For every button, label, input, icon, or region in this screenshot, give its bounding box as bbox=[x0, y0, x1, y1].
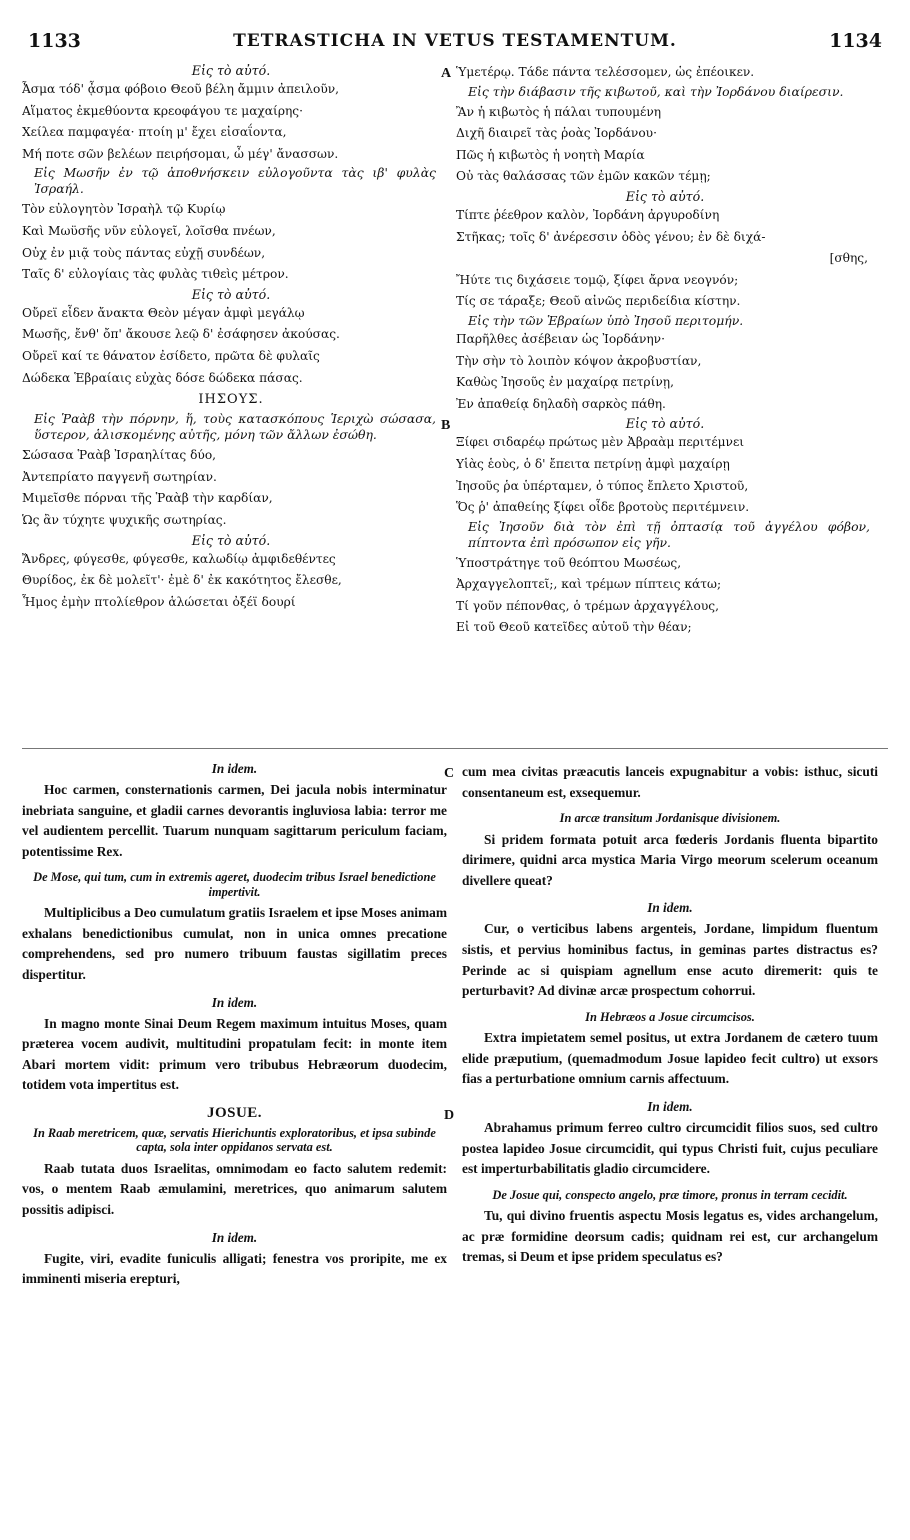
verse-line: Ἂν ἡ κιβωτὸς ἡ πάλαι τυπουμένη bbox=[456, 104, 662, 119]
verse-line: Ὡς ἂν τύχητε ψυχικῆς σωτηρίας. bbox=[22, 512, 227, 527]
verse-line: Εἰ τοῦ Θεοῦ κατεῖδες αὐτοῦ τὴν θέαν; bbox=[456, 620, 692, 635]
section-rubric: Εἰς Μωσῆν ἐν τῷ ἀποθνήσκειν εὐλογοῦντα τὰς ιβ' φυλὰς Ἰσραήλ. bbox=[34, 165, 436, 197]
verse-line: Ἰησοῦς ῥα ὑπέρταμεν, ὁ τύπος ἔπλετο Χριστοῦ, bbox=[456, 478, 749, 493]
verse-line: Αἵματος ἐκμεθύοντα κρεοφάγου τε μαχαίρης· bbox=[22, 103, 303, 118]
latin-paragraph: In magno monte Sinai Deum Regem maximum intuitus Moses, quam præterea vocem audivit, multitudini propatulam fecit: in monte item Abari mortem vidit: primum vero tribubus Hebræorum duodecim, totidem vota impertitus est. bbox=[22, 1015, 447, 1093]
verse-block bbox=[22, 549, 440, 614]
section-heading: In idem. bbox=[211, 1229, 258, 1245]
verse-line: Ἐν ἀπαθείᾳ δηλαδὴ σαρκὸς πάθη. bbox=[456, 396, 666, 411]
verse-line: Παρῆλθες ἀσέβειαν ὡς Ἰορδάνην· bbox=[456, 331, 665, 346]
verse-line: Ἤύτε τις διχάσειε τομῷ, ξίφει ἄρνα νεογνόν; bbox=[456, 272, 739, 287]
verse-line-continuation: [σθης, bbox=[829, 251, 868, 266]
latin-paragraph: Extra impietatem semel positus, ut extra Jordanem de cætero tuum elide præputium, (quemadmodum Josue lapideo fecit cultro) ut exsors fias a perturbatione omnium carnis affectuum. bbox=[462, 1030, 878, 1087]
verse-block bbox=[456, 553, 874, 639]
latin-paragraph: Cur, o verticibus labens argenteis, Jordane, limpidum fluentum sistis, et pervius hominibus factus, in geminas partes distractus es? Perinde ac si quispiam agnellum ense acuto diremerit: quis te perturbavit? Ad divinæ arcæ prospectum cohorrui. bbox=[462, 921, 878, 999]
latin-paragraph: Hoc carmen, consternationis carmen, Dei jacula nobis interminatur inebriata sanguine, et gladii carnes devorantis ingluviosa labia: terror me vel audientem percellit. Tuarum nunquam sagittarum periculum faciam, potentissime Rex. bbox=[22, 782, 447, 859]
section-heading: Εἰς τὸ αὐτό. bbox=[191, 532, 271, 548]
verse-line: Δώδεκα Ἑβραίαις εὐχὰς δόσε δώδεκα πάσας. bbox=[22, 370, 303, 385]
verse-line: Ὅς ῥ' ἀπαθείης ξίφει οἶδε βροτοὺς περιτέμνειν. bbox=[456, 500, 750, 515]
verse-line: Μωσῆς, ἔνθ' ὄπ' ἄκουσε λεῷ δ' ἐσάφησεν ἀκούσας. bbox=[22, 327, 340, 342]
verse-line: Τίς σε τάραξε; Θεοῦ αἰνῶς περιδείδια κίστην. bbox=[456, 294, 741, 309]
greek-column-right bbox=[456, 62, 874, 639]
latin-paragraph: cum mea civitas præacutis lanceis expugnabitur a vobis: isthuc, sicuti consentaneum est, exsequemur. bbox=[462, 764, 878, 800]
section-rubric: Εἰς τὴν τῶν Ἑβραίων ὑπὸ Ἰησοῦ περιτομήν. bbox=[468, 312, 744, 328]
verse-line: Θυρίδος, ἐκ δὲ μολεῖτ'· ἐμὲ δ' ἐκ κακότητος ἔλεσθε, bbox=[22, 573, 342, 588]
verse-line: Τί γοῦν πέπονθας, ὁ τρέμων ἀρχαγγέλους, bbox=[456, 598, 719, 613]
verse-block bbox=[456, 205, 874, 313]
verse-line: Τὸν εὐλογητὸν Ἰσραὴλ τῷ Κυρίῳ bbox=[22, 202, 226, 217]
verse-line: Ἀντεπρίατο παγγενῆ σωτηρίαν. bbox=[22, 469, 217, 484]
page-number-right: 1134 bbox=[829, 30, 882, 52]
verse-line: Στῆκας; τοῖς δ' ἀνέρεσσιν ὁδὸς γένου; ἐν δὲ διχά- bbox=[456, 229, 766, 244]
verse-line: Οὔρεϊ καί τε θάνατον ἐσίδετο, πρῶτα δὲ φυλαῖς bbox=[22, 348, 320, 363]
verse-line: Μιμεῖσθε πόρναι τῆς Ῥαὰβ τὴν καρδίαν, bbox=[22, 491, 273, 506]
latin-paragraph: Multiplicibus a Deo cumulatum gratiis Israelem et ipse Moses animam exhalans benedictionibus cumulat, non in unica omnes precatione comprehendens, sed pro numero tribuum faustas sigillatim preces dispertitur. bbox=[22, 905, 447, 982]
verse-line: Ἀρχαγγελοπτεῖ;, καὶ τρέμων πίπτεις κάτω; bbox=[456, 577, 722, 592]
section-heading: In idem. bbox=[211, 994, 258, 1010]
verse-line: Καθὼς Ἰησοῦς ἐν μαχαίρᾳ πετρίνῃ, bbox=[456, 375, 674, 390]
verse-block bbox=[22, 199, 440, 285]
section-heading: In idem. bbox=[647, 1098, 693, 1114]
verse-line: Σώσασα Ῥαὰβ Ἰσραηλίτας δύο, bbox=[22, 448, 217, 463]
latin-column-left bbox=[22, 758, 447, 1296]
verse-line: Ταῖς δ' εὐλογίαις τὰς φυλὰς τιθεὶς μέτρον. bbox=[22, 267, 289, 282]
verse-line: Πῶς ἡ κιβωτὸς ἡ νοητὴ Μαρία bbox=[456, 147, 645, 162]
verse-line: Χείλεα παμφαγέα· πτοίη μ' ἔχει εἰσαΐοντα, bbox=[22, 125, 287, 140]
verse-block bbox=[456, 102, 874, 188]
section-divider bbox=[22, 748, 888, 749]
latin-paragraph: Abrahamus primum ferreo cultro circumcidit filios suos, sed cultro postea lapideo Josue circumcidit, qui typus Christi fuit, cujus peculiare est imperturbabilitatis gladio circumcidere. bbox=[462, 1119, 878, 1177]
margin-marker-d: D bbox=[444, 1108, 455, 1123]
section-heading: In idem. bbox=[211, 761, 258, 776]
section-heading: Εἰς τὸ αὐτό. bbox=[625, 188, 705, 204]
verse-line: Ξίφει σιδαρέῳ πρώτως μὲν Ἀβραὰμ περιτέμνει bbox=[456, 435, 745, 450]
verse-line: Διχῆ διαιρεῖ τὰς ῥοὰς Ἰορδάνου· bbox=[456, 126, 657, 141]
section-heading: Εἰς τὸ αὐτό. bbox=[191, 286, 271, 302]
section-name: ΙΗΣΟΥΣ. bbox=[198, 392, 264, 408]
verse-line: Οὐ τὰς θαλάσσας τῶν ἐμῶν κακῶν τέμῃ; bbox=[456, 169, 711, 184]
latin-paragraph: Fugite, viri, evadite funiculis alligati; fenestra vos proripite, me ex imminenti miseria erepturi, bbox=[22, 1250, 447, 1287]
section-rubric: Εἰς τὴν διάβασιν τῆς κιβωτοῦ, καὶ τὴν Ἰορδάνου διαίρεσιν. bbox=[468, 83, 844, 99]
section-name: JOSUE. bbox=[206, 1104, 263, 1121]
section-heading: Εἰς τὸ αὐτό. bbox=[191, 63, 271, 78]
verse-line: Μή ποτε σῶν βελέων πειρήσομαι, ὦ μέγ' ἄνασσων. bbox=[22, 146, 339, 161]
latin-paragraph: Tu, qui divino fruentis aspectu Mosis legatus es, vides archangelum, ac præ formidine deorsum cadis; quidnam rei est, cur archangelum tremas, si Deum et ipse pridem speculatus es? bbox=[462, 1208, 878, 1265]
verse-block bbox=[22, 445, 440, 531]
margin-marker-a: A bbox=[441, 66, 452, 81]
section-rubric: Εἰς Ἰησοῦν διὰ τὸν ἐπὶ τῇ ὀπτασίᾳ τοῦ ἀγγέλου φόβον, πίπτοντα ἐπὶ πρόσωπον εἰς γῆν. bbox=[468, 518, 870, 550]
latin-paragraph: Raab tutata duos Israelitas, omnimodam eo facto salutem redemit: vos, o mentem Raab æmulamini, meretrices, quo animarum salutem possitis adipisci. bbox=[22, 1160, 447, 1217]
greek-column-left bbox=[22, 62, 440, 613]
verse-line: Ἄνδρες, φύγεσθε, φύγεσθε, καλωδίῳ ἀμφιδεθέντες bbox=[22, 551, 336, 566]
section-rubric: In Raab meretricem, quæ, servatis Hierichuntis exploratoribus, et ipsa subinde capta, sola inter oppidanos servata est. bbox=[33, 1125, 436, 1155]
verse-line: Οὐχ ἐν μιᾷ τοὺς πάντας εὐχῇ συνδέων, bbox=[22, 245, 266, 260]
verse-line: Τίπτε ῥέεθρον καλὸν, Ἰορδάνη ἀργυροδίνη bbox=[456, 207, 720, 222]
verse-line: Ἧμος ἐμὴν πτολίεθρον ἁλώσεται ὀξέϊ δουρί bbox=[22, 594, 296, 609]
margin-marker-c: C bbox=[444, 766, 455, 781]
verse-block bbox=[456, 329, 874, 415]
verse-block bbox=[22, 303, 440, 389]
section-heading: In idem. bbox=[647, 900, 693, 916]
section-rubric: In arcæ transitum Jordanisque divisionem. bbox=[559, 811, 781, 826]
section-rubric: In Hebræos a Josue circumcisos. bbox=[585, 1009, 755, 1024]
verse-line: Υἱὰς ἑοὺς, ὁ δ' ἔπειτα πετρίνῃ ἀμφὶ μαχαίρῃ bbox=[456, 456, 730, 471]
verse-block bbox=[22, 79, 440, 165]
running-title: TETRASTICHA IN VETUS TESTAMENTUM. bbox=[233, 31, 677, 51]
section-rubric: De Mose, qui tum, cum in extremis ageret, duodecim tribus Israel benedictione impertivit. bbox=[33, 870, 436, 899]
page-number-left: 1133 bbox=[28, 30, 81, 52]
verse-block bbox=[456, 432, 874, 518]
margin-marker-b: B bbox=[441, 418, 451, 433]
section-heading: Εἰς τὸ αὐτό. bbox=[625, 416, 705, 432]
running-header bbox=[20, 30, 890, 54]
section-rubric: Εἰς Ῥαὰβ τὴν πόρνην, ἥ, τοὺς κατασκόπους Ἱεριχὼ σώσασα, ὕστερον, ἁλισκομένης αὐτῆς, μόνη τῶν ἄλλων ἐσώθη. bbox=[34, 411, 436, 443]
verse-line: Ἆσμα τόδ' ᾆσμα φόβοιο Θεοῦ βέλη ἄμμιν ἀπειλοῦν, bbox=[22, 82, 340, 96]
verse-line: Τὴν σὴν τὸ λοιπὸν κόψον ἀκροβυστίαν, bbox=[456, 353, 702, 368]
verse-line: Οὔρεϊ εἶδεν ἄνακτα Θεὸν μέγαν ἀμφὶ μεγάλῳ bbox=[22, 305, 305, 320]
section-rubric: De Josue qui, conspecto angelo, præ timore, pronus in terram cecidit. bbox=[492, 1187, 848, 1202]
latin-column-right bbox=[462, 762, 878, 1274]
latin-paragraph: Si pridem formata potuit arca fœderis Jordanis fluenta bipartito dirimere, quidni arca mystica Maria Virgo meorum scelerum oceanum divellere queat? bbox=[462, 831, 878, 888]
verse-line: Καὶ Μωϋσῆς νῦν εὐλογεῖ, λοῖσθα πνέων, bbox=[22, 223, 276, 238]
verse-line: Ὑποστράτηγε τοῦ θεόπτου Μωσέως, bbox=[456, 555, 682, 570]
verse-line: Ὑμετέρῳ. Τάδε πάντα τελέσσομεν, ὡς ἐπέοικεν. bbox=[456, 65, 755, 79]
